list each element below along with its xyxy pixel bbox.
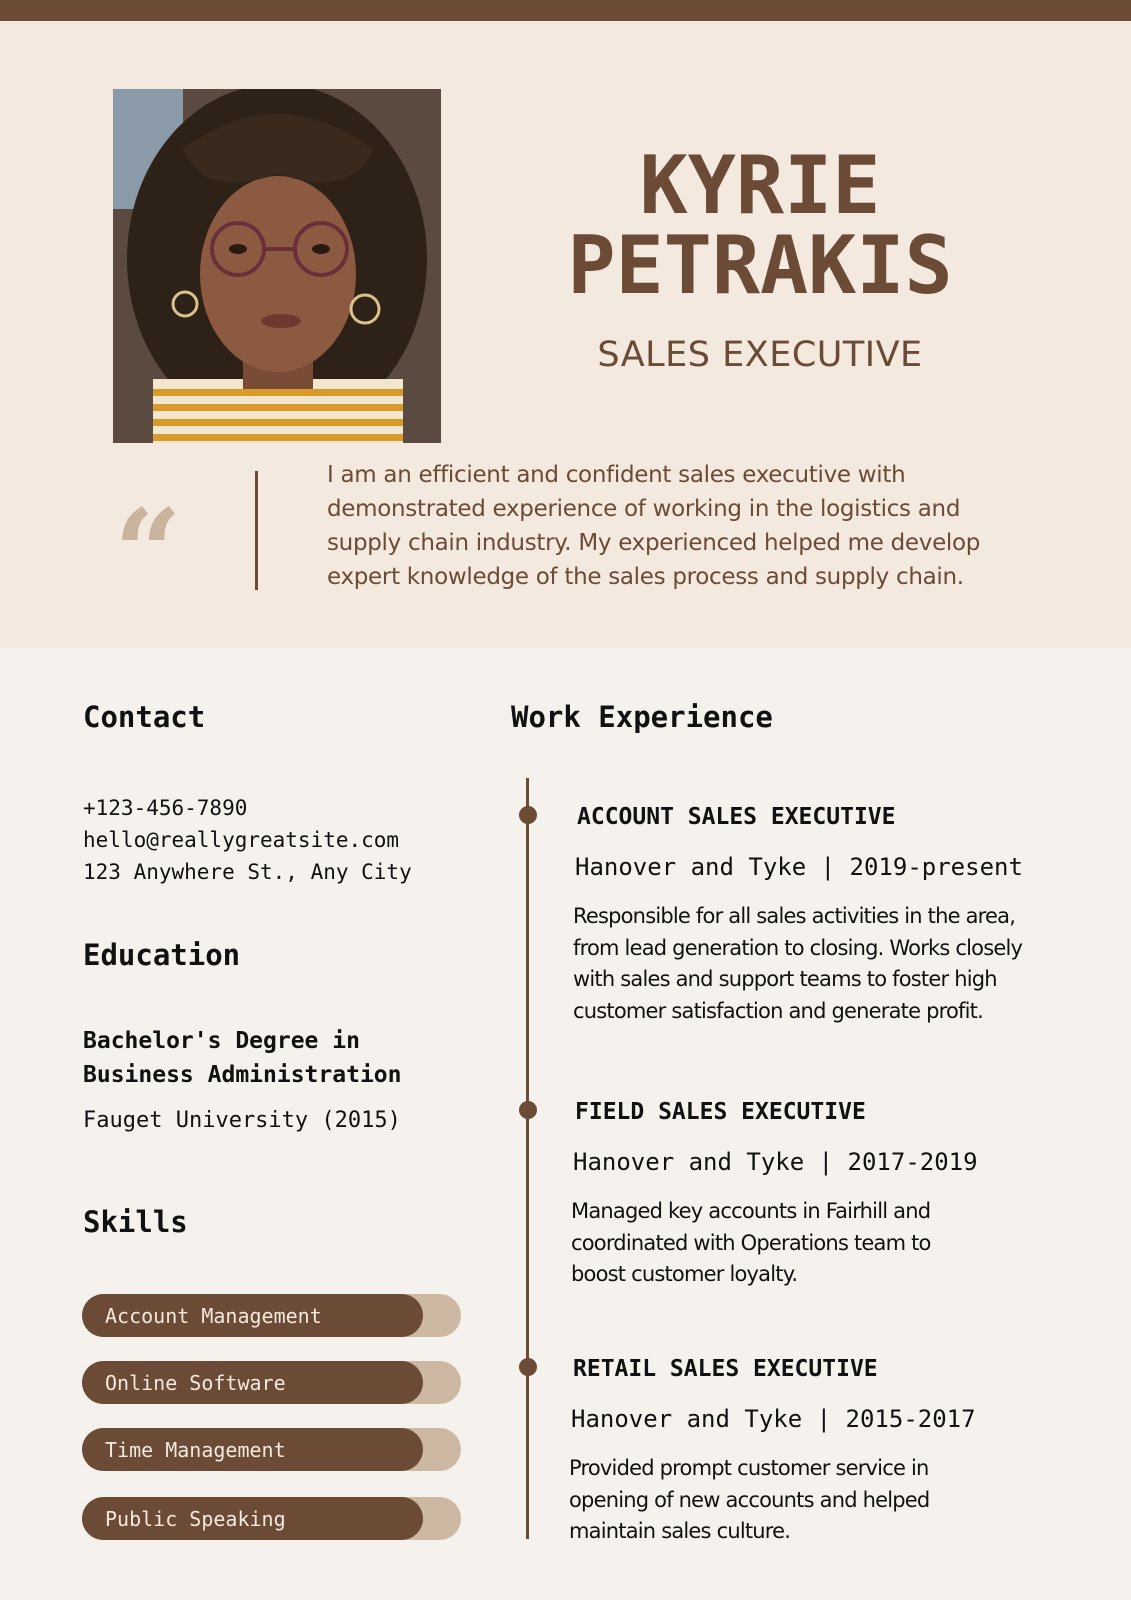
job-company: Hanover and Tyke | 2019-present [575, 853, 1023, 881]
job-role: SALES EXECUTIVE [597, 335, 923, 375]
job-desc-line: Managed key accounts in Fairhill and [571, 1199, 931, 1223]
full-name [520, 139, 1000, 312]
timeline-dot [519, 1358, 537, 1376]
job-desc-line: with sales and support teams to foster high [573, 967, 997, 991]
first-name: KYRIE [639, 139, 881, 232]
skill-bar [82, 1428, 461, 1471]
skill-bar [82, 1361, 461, 1404]
job-company: Hanover and Tyke | 2017-2019 [573, 1148, 978, 1176]
skill-label: Account Management [105, 1304, 322, 1328]
quote-divider [255, 471, 258, 590]
job-title: FIELD SALES EXECUTIVE [575, 1099, 866, 1125]
job-desc-line: opening of new accounts and helped [569, 1487, 930, 1512]
skills-heading: Skills [83, 1205, 188, 1239]
top-accent-bar [0, 0, 1131, 21]
last-name: PETRAKIS [567, 219, 953, 312]
phone-number[interactable]: +123-456-7890 [83, 796, 248, 820]
skill-bar [82, 1294, 461, 1337]
job-desc-line: maintain sales culture. [569, 1519, 791, 1543]
job-description [569, 1453, 1059, 1548]
degree [83, 1024, 402, 1092]
job-desc-line: Responsible for all sales activities in the area, [573, 904, 1016, 928]
summary-line: I am an efficient and confident sales executive with [327, 462, 906, 488]
job-description [573, 901, 1063, 1027]
skill-label: Public Speaking [105, 1507, 286, 1531]
portrait-illustration [113, 89, 441, 443]
job-desc-line: boost customer loyalty. [571, 1262, 798, 1286]
job-desc-line: Provided prompt customer service in [569, 1456, 929, 1480]
education-heading: Education [83, 938, 241, 972]
timeline-line [526, 778, 529, 1539]
job-desc-line: coordinated with Operations team to [571, 1230, 931, 1255]
profile-summary [327, 458, 1047, 594]
email-address[interactable]: hello@reallygreatsite.com [83, 828, 400, 852]
summary-line: expert knowledge of the sales process and supply chain. [327, 564, 964, 590]
quote-mark-icon: “ [114, 483, 182, 622]
job-description [571, 1196, 1061, 1291]
degree-line: Bachelor's Degree in [83, 1028, 360, 1054]
job-title: RETAIL SALES EXECUTIVE [573, 1356, 878, 1382]
job-desc-line: from lead generation to closing. Works closely [573, 935, 1023, 960]
summary-line: supply chain industry. My experienced helped me develop [327, 530, 981, 556]
skill-label: Online Software [105, 1371, 286, 1395]
school: Fauget University (2015) [83, 1108, 401, 1133]
street-address: 123 Anywhere St., Any City [83, 860, 412, 884]
work-experience-heading: Work Experience [511, 700, 773, 734]
timeline-dot [519, 1101, 537, 1119]
summary-line: demonstrated experience of working in the logistics and [327, 496, 961, 522]
contact-heading: Contact [83, 700, 206, 734]
profile-photo [113, 89, 441, 443]
skill-label: Time Management [105, 1438, 286, 1462]
skill-bar [82, 1497, 461, 1540]
job-company: Hanover and Tyke | 2015-2017 [571, 1405, 976, 1433]
job-desc-line: customer satisfaction and generate profit. [573, 998, 983, 1023]
job-title: ACCOUNT SALES EXECUTIVE [577, 804, 896, 830]
timeline-dot [519, 806, 537, 824]
contact-details [83, 792, 412, 888]
degree-line: Business Administration [83, 1062, 402, 1088]
